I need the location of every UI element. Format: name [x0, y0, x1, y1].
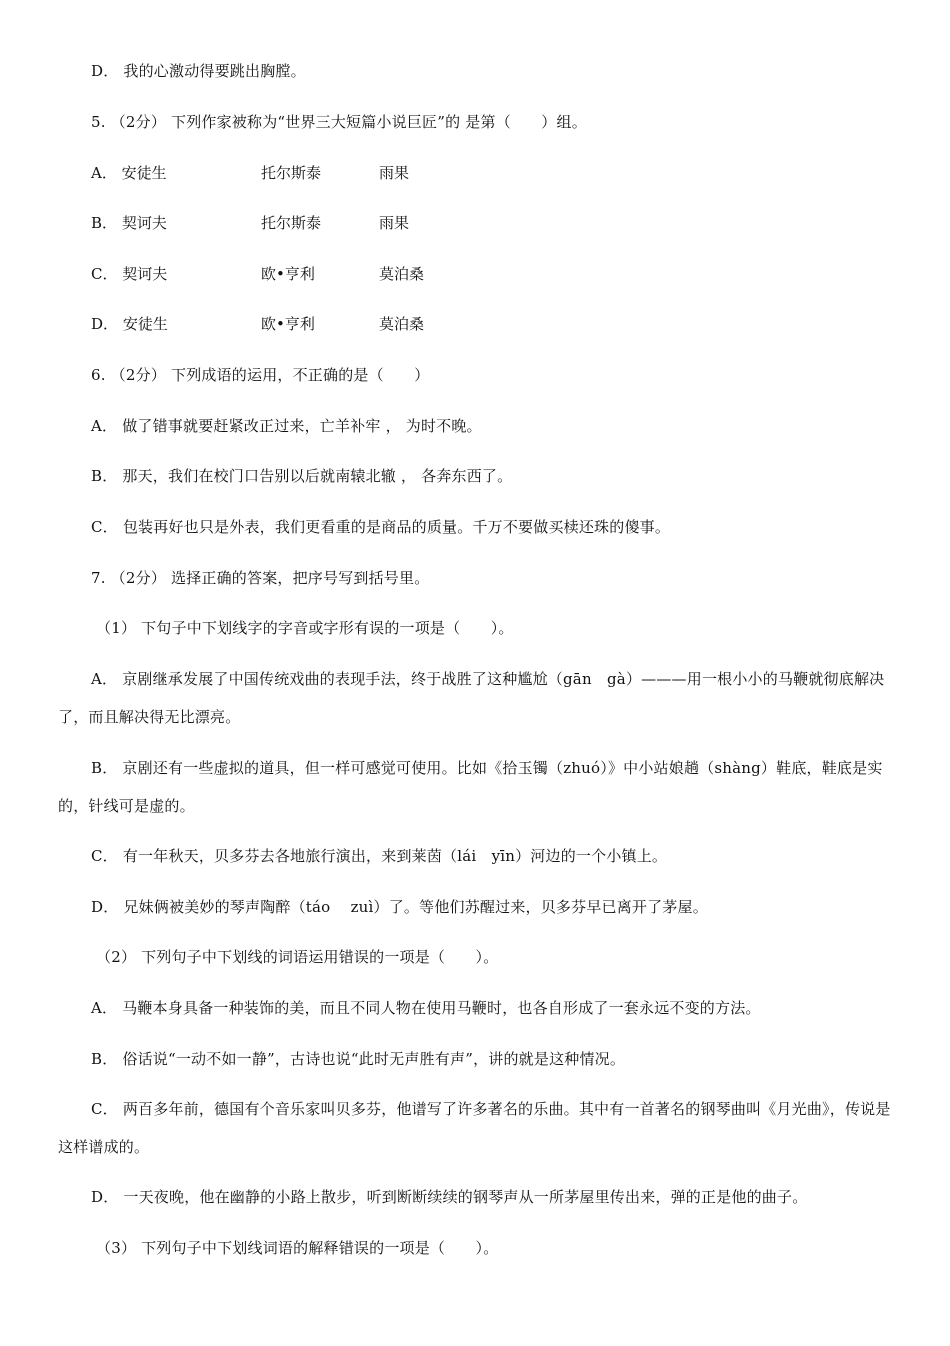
author-3: 莫泊桑 — [379, 315, 425, 333]
q5-option-b — [91, 204, 892, 242]
q7-2-option-c — [58, 1090, 892, 1166]
option-label: A． — [91, 164, 117, 182]
author-1: 安徒生 — [122, 315, 168, 333]
author-2: 欧•亨利 — [261, 315, 315, 333]
author-3: 莫泊桑 — [379, 265, 425, 283]
option-d-previous: D． 我的心激动得要跳出胸膛。 — [91, 62, 306, 80]
q7-sub-2: （2） 下列句子中下划线的词语运用错误的一项是（ ）。 — [96, 948, 499, 966]
q7-1-option-b-text: B． 京剧还有一些虚拟的道具，但一样可感觉可使用。比如《拾玉镯（zhuó）》中小站娘趟（shàng）鞋底，鞋底是实的，针线可是虚的。 — [58, 759, 883, 815]
question-7: 7. （2分） 选择正确的答案，把序号写到括号里。 — [91, 569, 430, 587]
q7-2-option-d: D． 一天夜晚，他在幽静的小路上散步，听到断断续续的钢琴声从一所茅屋里传出来，弹的正是他的曲子。 — [91, 1188, 808, 1206]
q7-2-option-a: A． 马鞭本身具备一种装饰的美，而且不同人物在使用马鞭时，也各自形成了一套永远不变的方法。 — [91, 999, 761, 1017]
author-2: 托尔斯泰 — [261, 214, 322, 232]
option-label: C． — [91, 265, 118, 283]
author-3: 雨果 — [379, 164, 410, 182]
author-1: 契诃夫 — [122, 265, 168, 283]
author-1: 安徒生 — [121, 164, 167, 182]
q7-1-option-c: C． 有一年秋天，贝多芬去各地旅行演出，来到莱茵（lái yīn）河边的一个小镇上。 — [91, 847, 668, 865]
q7-1-option-a-text: A． 京剧继承发展了中国传统戏曲的表现手法，终于战胜了这种尴尬（gān gà）———用一根小小的马鞭就彻底解决了，而且解决得无比漂亮。 — [58, 670, 885, 726]
author-1: 契诃夫 — [121, 214, 167, 232]
q7-sub-3: （3） 下列句子中下划线词语的解释错误的一项是（ ）。 — [96, 1239, 499, 1257]
option-label: B． — [91, 214, 118, 232]
q7-sub-1: （1） 下句子中下划线字的字音或字形有误的一项是（ ）。 — [96, 619, 514, 637]
q5-option-a — [91, 154, 892, 192]
author-2: 欧•亨利 — [261, 265, 315, 283]
q7-1-option-a — [58, 660, 892, 736]
author-3: 雨果 — [379, 214, 410, 232]
q6-option-b: B． 那天，我们在校门口告别以后就南辕北辙 ， 各奔东西了。 — [91, 467, 513, 485]
question-5: 5. （2分） 下列作家被称为“世界三大短篇小说巨匠”的 是第（ ）组。 — [91, 113, 587, 131]
q7-2-option-b: B． 俗话说“一动不如一静”，古诗也说“此时无声胜有声”，讲的就是这种情况。 — [91, 1050, 626, 1068]
question-6: 6. （2分） 下列成语的运用，不正确的是（ ） — [91, 366, 430, 384]
q6-option-a: A． 做了错事就要赶紧改正过来，亡羊补牢 ， 为时不晚。 — [91, 417, 482, 435]
q6-option-c: C． 包装再好也只是外表，我们更看重的是商品的质量。千万不要做买椟还珠的傻事。 — [91, 518, 671, 536]
q7-1-option-b — [58, 749, 892, 825]
author-2: 托尔斯泰 — [261, 164, 322, 182]
q7-2-option-c-text: C． 两百多年前，德国有个音乐家叫贝多芬，他谱写了许多著名的乐曲。其中有一首著名的钢琴曲叫《月光曲》，传说是这样谱成的。 — [58, 1100, 891, 1156]
q5-option-d — [91, 305, 892, 343]
option-label: D． — [91, 315, 119, 333]
q7-1-option-d: D． 兄妹俩被美妙的琴声陶醉（táo zuì）了。等他们苏醒过来，贝多芬早已离开了茅屋。 — [91, 898, 708, 916]
q5-option-c — [91, 255, 892, 293]
